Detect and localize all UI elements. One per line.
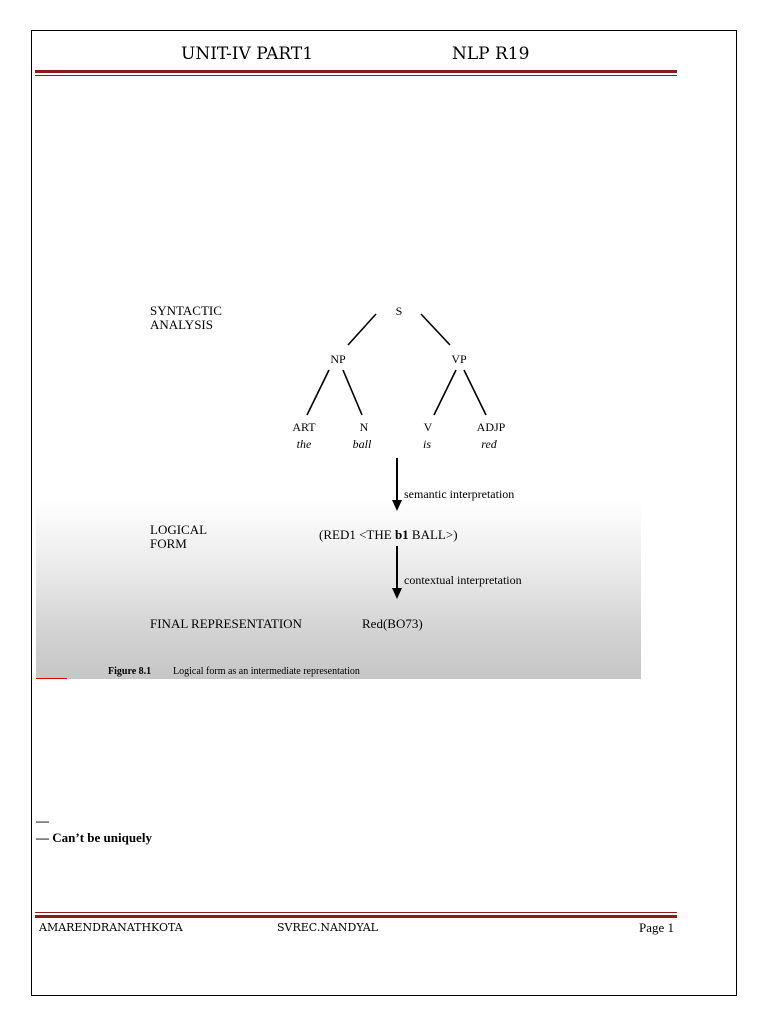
tree-node-v: V [423, 420, 433, 434]
label-contextual-interpretation: contextual interpretation [404, 573, 522, 587]
body-dash: — [36, 813, 49, 828]
tree-word-the: the [296, 437, 312, 451]
arrowhead-semantic [392, 500, 402, 511]
body-text-line: — Can’t be uniquely [36, 830, 152, 845]
footer-page-number: Page 1 [638, 920, 674, 935]
header-course-code: NLP R19 [452, 44, 530, 64]
tree-node-adjp: ADJP [476, 420, 506, 434]
header-rule [35, 70, 677, 73]
footer-college: SVREC.NANDYAL [277, 921, 378, 934]
tree-node-np: NP [330, 352, 346, 366]
footer-rule-thin [35, 912, 677, 913]
label-syntactic: SYNTACTIC [150, 303, 222, 318]
arrowhead-contextual [392, 588, 402, 599]
label-form: FORM [150, 536, 187, 551]
final-representation-value: Red(BO73) [362, 616, 423, 631]
footer-author: AMARENDRANATHKOTA [39, 921, 183, 934]
figure-caption-text: Logical form as an intermediate representation [173, 666, 360, 677]
tree-node-art: ART [292, 420, 316, 434]
label-final-representation: FINAL REPRESENTATION [150, 616, 302, 631]
tree-node-n: N [359, 420, 369, 434]
label-logical: LOGICAL [150, 522, 208, 537]
header-unit-title: UNIT-IV PART1 [181, 44, 314, 64]
logical-form-post: BALL>) [408, 527, 458, 542]
tree-node-s: S [395, 304, 403, 318]
figure-logical-form [36, 290, 641, 679]
red-underline-mark [36, 678, 67, 679]
figure-caption-number: Figure 8.1 [108, 666, 152, 677]
logical-form-pre: (RED1 <THE [319, 527, 395, 542]
logical-form-expression [319, 527, 458, 542]
figure-diagram [36, 290, 641, 679]
footer-rule [35, 915, 677, 918]
tree-word-ball: ball [352, 437, 372, 451]
tree-word-red: red [481, 437, 497, 451]
header-rule-thin [35, 75, 677, 76]
label-analysis: ANALYSIS [150, 317, 213, 332]
label-semantic-interpretation: semantic interpretation [404, 487, 515, 501]
tree-node-vp: VP [451, 352, 467, 366]
tree-word-is: is [422, 437, 432, 451]
logical-form-bold: b1 [394, 527, 409, 542]
